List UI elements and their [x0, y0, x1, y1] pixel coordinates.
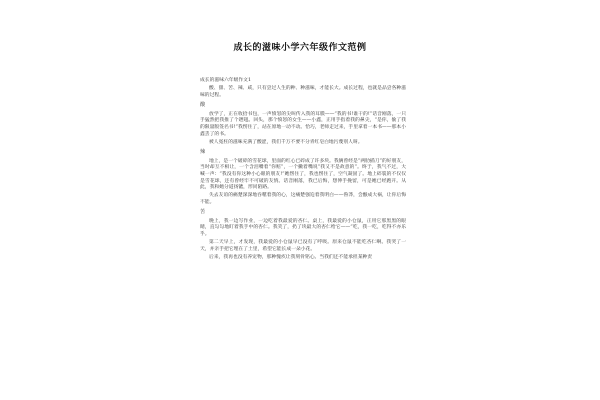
- paragraph: 被人冤枉的滋味充满了酸涩，我们千万不要不分青红皂白地污蔑别人呀。: [209, 139, 363, 145]
- paragraph: 第二天早上，才发现，我最爱的小仓鼠早已没有了呼吸。原来仓鼠不能吃杏仁啊。我哭了一天，并亲手把它埋在了土里，希望它能长成一朵小花。: [200, 240, 406, 252]
- section-heading-spicy: 辣: [200, 149, 206, 156]
- paragraph: 失去友谊的痛楚深深地吞噬着我的心，这痛楚强迫着我明白——鲁莽，会酿成大祸，让你后悔不能。: [200, 193, 406, 205]
- paragraph: 晚上，我一边写作业，一边吃着我最爱的杏仁。桌上，我最爱的小仓鼠，正用它那黑黑的眼睛，直勾勾地盯着我手中的杏仁。我笑了，扔了块最大的杏仁给它——“吃，我一吃，吃得不亦乐乎。: [200, 218, 406, 238]
- document-body: [200, 78, 406, 263]
- paragraph: 地上，是一个破碎的雪花球，里面的红心已碎成了许多块。我俩曾经是“两肋插刀”的好朋友，当时却互不相让，一个含泪嘴着“你赔”，一个撇着嘴说“我又不是故意的”。终于，我气不过，大喊一声：“我没有你这种小心眼的朋友!”她愣住了，我也愣住了，空气凝固了。地上碎裂的不仅仅是雪花球，还有曾经牢不可破的友情。话音刚落，我已后悔，想伸手挽留，可是她已经跑开。从此，我和她分道扬镳，形同陌路。: [200, 158, 406, 191]
- intro-paragraph: 酸、甜、苦、辣、咸，只有尝过人生的种、种滋味，才能长大。成长过程，也就是品尝各种滋味的过程。: [200, 85, 406, 98]
- section-heading-bitter: 苦: [200, 209, 206, 216]
- section-heading-sour: 酸: [200, 102, 206, 109]
- paragraph: 放学了，正在收拾书包，一声愤怒的尖叫传入我的耳膜——“我的书!谁干的!”话音刚落，一只手猛然把我推了个趔趄。回头，那个愤怒的女生——小鑫，正用手指着我的鼻尖，“是你，偷了我的限量版签名书!”我愣住了，站在原地一动不动。恰巧，老师走过来，手里拿着一本书——那本小鑫丢了的书。: [200, 111, 406, 137]
- document-title: 成长的滋味小学六年级作文范例: [233, 43, 367, 53]
- document-subtitle: 成长的滋味六年级作文1: [200, 78, 252, 83]
- paragraph: 后来，我再也没有养宠物，那种愧疚让我刻骨铭心。当我们还不能承担某种责: [209, 254, 373, 260]
